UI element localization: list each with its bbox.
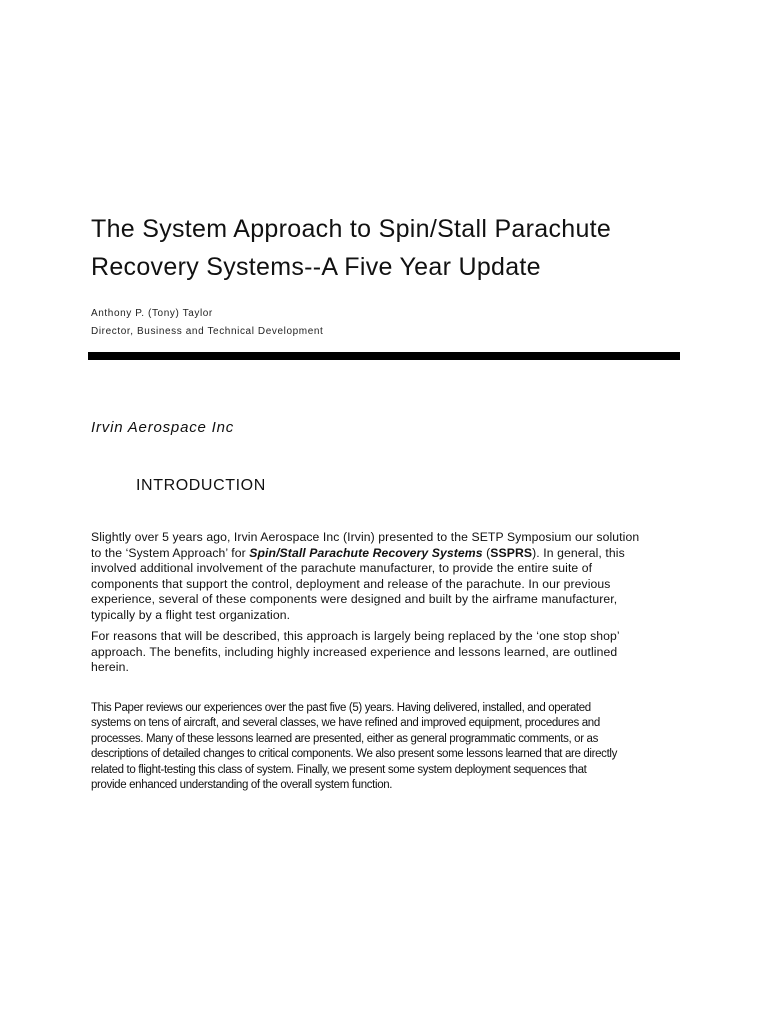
paragraph-1-line: involved additional involvement of the parachute manufacturer, to provide the entire suite of	[91, 561, 593, 576]
paragraph-3-line: provide enhanced understanding of the overall system function.	[91, 779, 393, 792]
paragraph-3-line: related to flight-testing this class of system. Finally, we present some system deployment sequences that	[91, 763, 587, 776]
paper-title-line-2: Recovery Systems--A Five Year Update	[91, 253, 541, 281]
paragraph-1-open-paren: (	[482, 545, 491, 560]
acronym-sspr: SSPRS	[490, 545, 533, 560]
paragraph-2-line: For reasons that will be described, this approach is largely being replaced by the ‘one stop shop’	[91, 629, 620, 643]
paragraph-3-line: descriptions of detailed changes to critical components. We also present some lessons learned that are directly	[91, 748, 618, 761]
paragraph-1-line	[91, 546, 639, 562]
paragraph-2-line: approach. The benefits, including highly increased experience and lessons learned, are outlined	[91, 644, 618, 659]
paragraph-1-line-2-suffix: ). In general, this	[532, 545, 625, 560]
paragraph-1-line: Slightly over 5 years ago, Irvin Aerospace Inc (Irvin) presented to the SETP Symposium our solution	[91, 530, 640, 544]
paragraph-1-line: typically by a flight test organization.	[91, 607, 291, 622]
paper-title-line-1: The System Approach to Spin/Stall Parachute	[91, 215, 612, 243]
emphasis-sspr-systems: Spin/Stall Parachute Recovery Systems	[249, 545, 483, 560]
paragraph-2-line: herein.	[91, 660, 129, 675]
organization-name: Irvin Aerospace Inc	[91, 419, 235, 436]
paragraph-3	[91, 701, 617, 793]
author-name: Anthony P. (Tony) Taylor	[91, 308, 213, 319]
author-position: Director, Business and Technical Development	[91, 326, 324, 337]
paragraph-3-line: This Paper reviews our experiences over the past five (5) years. Having delivered, installed, and operated	[91, 702, 591, 714]
title-divider-rule	[88, 352, 680, 360]
paragraph-1-line: experience, several of these components were designed and built by the airframe manufacturer,	[91, 592, 618, 607]
section-heading-introduction: INTRODUCTION	[136, 477, 266, 494]
author-block	[91, 305, 323, 341]
paragraph-1-line: components that support the control, deployment and release of the parachute. In our previous	[91, 576, 611, 591]
paragraph-3-line: systems on tens of aircraft, and several classes, we have refined and improved equipment, procedures and	[91, 717, 600, 730]
paragraph-1-line-2-prefix: to the ‘System Approach’ for	[91, 545, 250, 560]
paragraph-2	[91, 629, 620, 676]
paragraph-1	[91, 530, 639, 624]
paragraph-3-line: processes. Many of these lessons learned are presented, either as general programmatic comments, or as	[91, 732, 598, 745]
paper-title	[91, 210, 691, 286]
